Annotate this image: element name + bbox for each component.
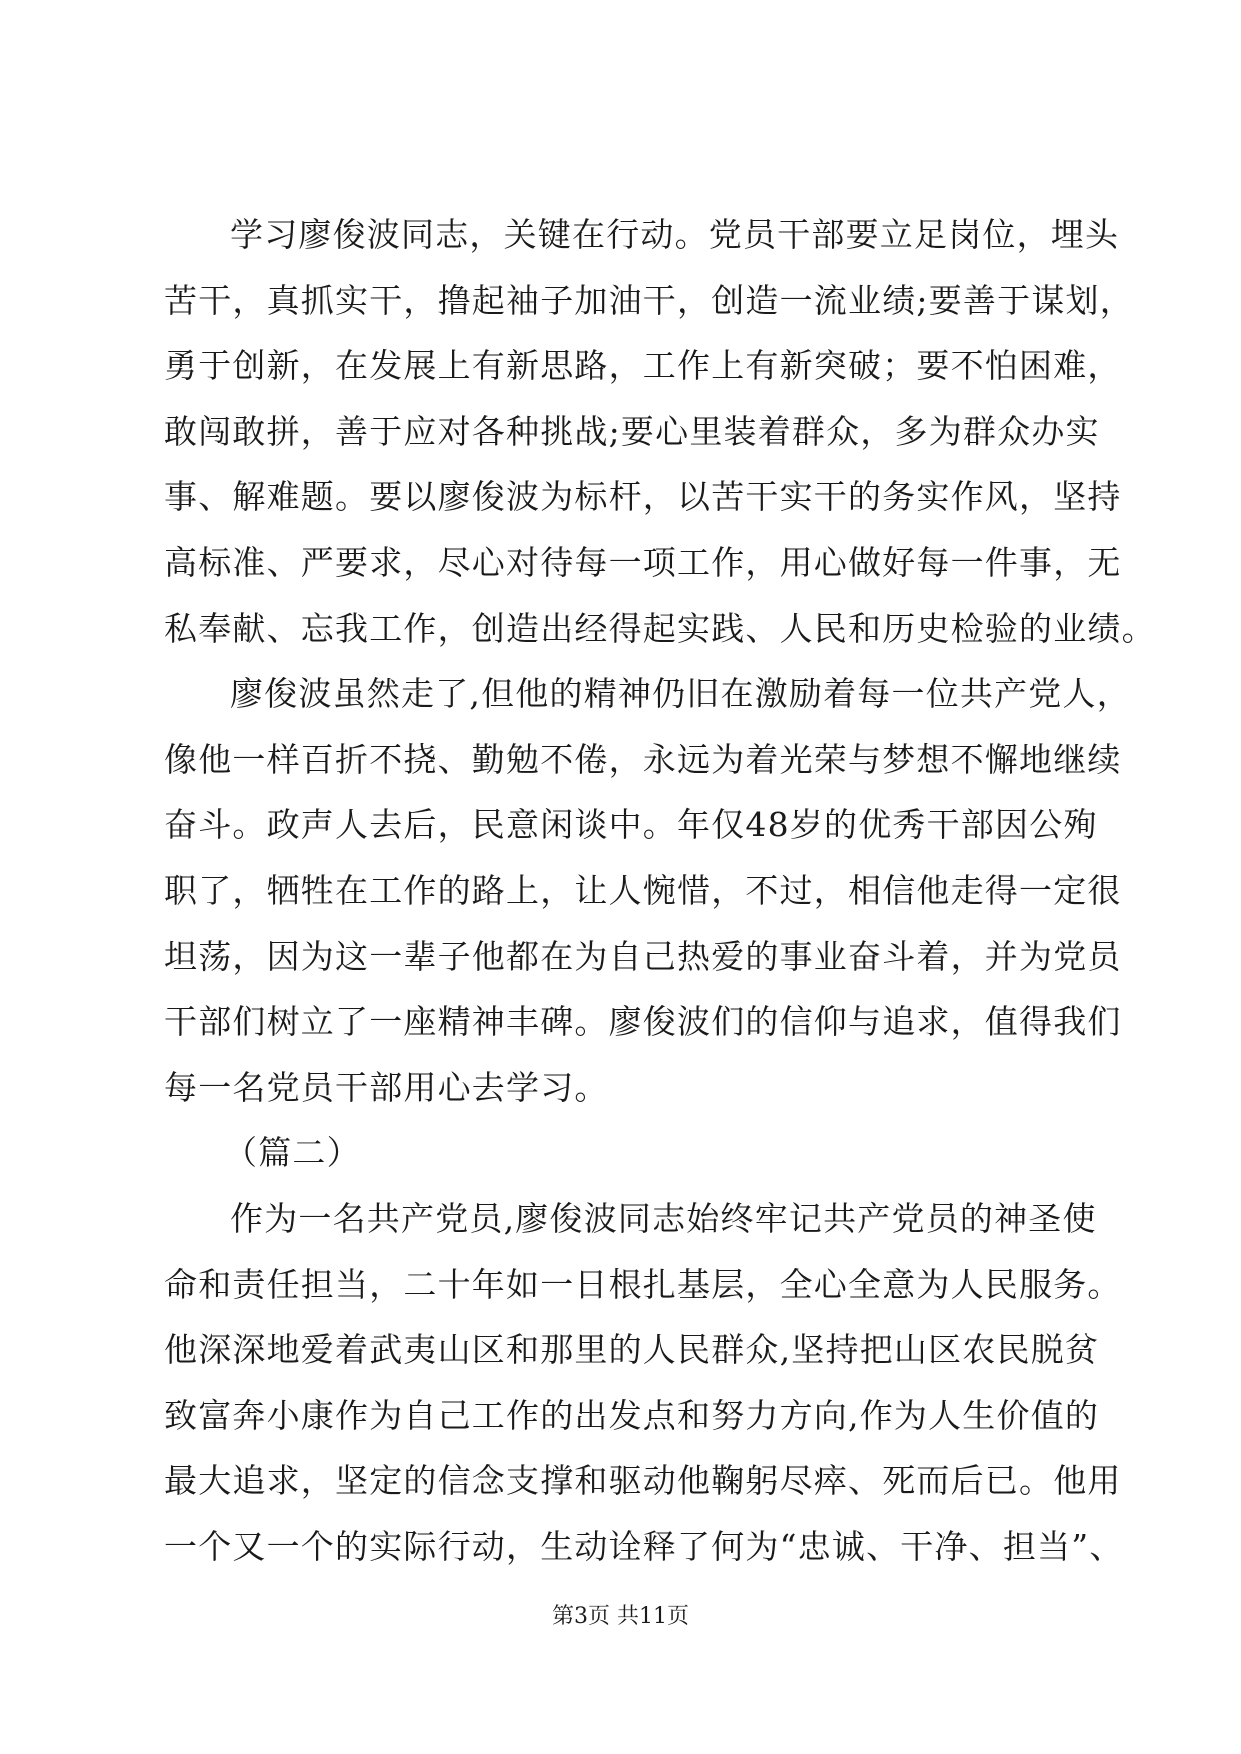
paragraph-3: [164, 1186, 1124, 1580]
paragraph-1: [164, 202, 1156, 661]
paragraph-line: 干部们树立了一座精神丰碑。廖俊波们的信仰与追求，值得我们: [164, 1002, 1122, 1042]
paragraph-line: 学习廖俊波同志，关键在行动。党员干部要立足岗位，埋头: [230, 215, 1120, 254]
paragraph-line: 一个又一个的实际行动，生动诠释了何为“忠诚、干净、担当”、: [164, 1526, 1124, 1566]
paragraph-line: 高标准、严要求，尽心对待每一项工作，用心做好每一件事，无: [164, 542, 1122, 582]
page-footer: [0, 1602, 1241, 1632]
paragraph-line: 勇于创新，在发展上有新思路，工作上有新突破；要不怕困难，: [164, 346, 1122, 386]
paragraph-line: 作为一名共产党员,廖俊波同志始终牢记共产党员的神圣使: [230, 1198, 1097, 1238]
paragraph-line: 私奉献、忘我工作，创造出经得起实践、人民和历史检验的业绩。: [164, 608, 1156, 648]
page-number: 第3页 共11页: [552, 1604, 689, 1629]
paragraph-line: 事、解难题。要以廖俊波为标杆，以苦干实干的务实作风，坚持: [164, 477, 1122, 517]
paragraph-2: [164, 661, 1131, 1120]
paragraph-line: 敢闯敢拼，善于应对各种挑战;要心里装着群众，多为群众办实: [164, 411, 1100, 451]
paragraph-line: 致富奔小康作为自己工作的出发点和努力方向,作为人生价值的: [164, 1395, 1100, 1435]
paragraph-line: 坦荡，因为这一辈子他都在为自己热爱的事业奋斗着，并为党员: [164, 936, 1122, 976]
paragraph-line: 苦干，真抓实干，撸起袖子加油干，创造一流业绩;要善于谋划，: [164, 280, 1134, 320]
section-heading: [164, 1120, 1124, 1186]
section-heading-text: （篇二）: [224, 1133, 361, 1173]
paragraph-line: 像他一样百折不挠、勤勉不倦，永远为着光荣与梦想不懈地继续: [164, 739, 1122, 779]
paragraph-line: 每一名党员干部用心去学习。: [164, 1067, 609, 1107]
paragraph-line: 廖俊波虽然走了,但他的精神仍旧在激励着每一位共产党人，: [230, 674, 1131, 714]
paragraph-line: 奋斗。政声人去后，民意闲谈中。年仅48岁的优秀干部因公殉: [164, 805, 1098, 845]
paragraph-line: 他深深地爱着武夷山区和那里的人民群众,坚持把山区农民脱贫: [164, 1330, 1100, 1370]
paragraph-line: 职了，牺牲在工作的路上，让人惋惜，不过，相信他走得一定很: [164, 870, 1122, 910]
document-body: [164, 202, 1156, 1579]
paragraph-line: 命和责任担当，二十年如一日根扎基层，全心全意为人民服务。: [164, 1264, 1122, 1304]
paragraph-line: 最大追求，坚定的信念支撑和驱动他鞠躬尽瘁、死而后已。他用: [164, 1461, 1122, 1501]
